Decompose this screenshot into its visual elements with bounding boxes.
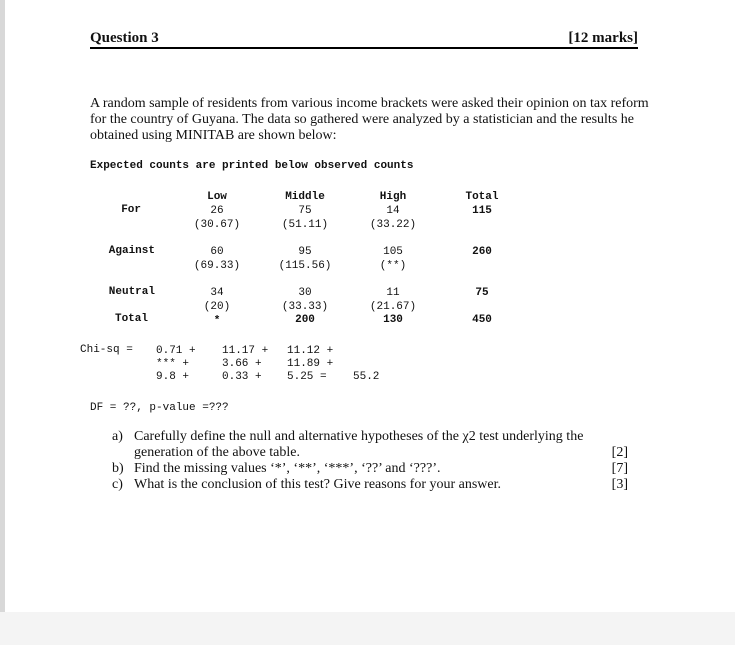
chisq-term-3-1: 9.8 + [156,371,190,383]
chisq-term-2-3: 11.89 + [287,358,334,370]
page-edge [0,0,5,612]
cell-for-middle-expected: (51.11) [281,219,329,231]
total-low: * [213,315,221,327]
chisq-term-1-3: 11.12 + [287,345,334,357]
question-letter: b) [112,461,124,476]
question-marks: [12 marks] [568,30,638,46]
cell-against-high-expected: (**) [379,260,407,272]
cell-neutral-low-expected: (20) [203,301,231,313]
chisq-term-2-2: 3.66 + [222,358,262,370]
col-header-total: Total [465,191,499,203]
col-header-high: High [379,191,407,203]
chisq-total: 55.2 [353,371,380,383]
question-list [112,429,628,493]
question-title: Question 3 [90,30,159,46]
cell-for-low-expected: (30.67) [193,219,241,231]
row-label-neutral: Neutral [108,286,155,298]
row-label-against: Against [108,245,155,257]
chisq-term-3-3: 5.25 = [287,371,327,383]
intro-paragraph: A random sample of residents from various income brackets were asked their opinion on tax reform for the country of Guyana. The data so gathered were analyzed by a statistician and the results he obtained using MINITAB are shown below: [90,96,649,143]
question-marks-c: [3] [611,477,628,492]
cell-neutral-middle-observed: 30 [298,287,312,299]
question-item-a [112,429,628,461]
chisq-term-2-1: *** + [156,358,190,370]
question-letter: a) [112,429,123,444]
question-item-c [112,477,628,493]
row-label-for: For [121,204,141,216]
question-text: Carefully define the null and alternative hypotheses of the χ2 test underlying the generation of the above table. [134,429,584,460]
cell-for-middle-observed: 75 [298,205,312,217]
cell-neutral-high-observed: 11 [386,287,400,299]
question-marks-b: [7] [611,461,628,476]
question-text: Find the missing values ‘*’, ‘**’, ‘***’, ‘??’ and ‘???’. [134,461,441,476]
chisq-term-1-2: 11.17 + [222,345,269,357]
total-grand: 450 [472,314,492,326]
df-pvalue-line: DF = ??, p-value =??? [90,402,229,414]
cell-for-high-expected: (33.22) [369,219,417,231]
cell-neutral-middle-expected: (33.33) [281,301,329,313]
question-text: What is the conclusion of this test? Give reasons for your answer. [134,477,502,492]
cell-neutral-low-observed: 34 [210,287,224,299]
cell-against-low-observed: 60 [210,246,224,258]
question-item-b [112,461,628,477]
col-header-middle: Middle [285,191,325,203]
cell-neutral-total: 75 [475,287,489,299]
cell-for-low-observed: 26 [210,205,224,217]
cell-against-low-expected: (69.33) [193,260,241,272]
col-header-low: Low [207,191,227,203]
chisq-term-1-1: 0.71 + [156,345,196,357]
total-high: 130 [383,314,403,326]
cell-for-high-observed: 14 [386,205,400,217]
row-label-total: Total [114,313,148,325]
cell-against-total: 260 [472,246,492,258]
total-middle: 200 [295,314,315,326]
cell-for-total: 115 [472,205,492,217]
question-letter: c) [112,477,123,492]
cell-against-middle-expected: (115.56) [278,260,332,272]
cell-neutral-high-expected: (21.67) [369,301,417,313]
bottom-strip [0,612,735,645]
cell-against-middle-observed: 95 [298,246,312,258]
cell-against-high-observed: 105 [383,246,403,258]
output-heading: Expected counts are printed below observed counts [90,160,414,172]
chisq-term-3-2: 0.33 + [222,371,262,383]
chisq-label: Chi-sq = [80,344,133,356]
question-marks-a: [2] [611,445,628,460]
header-rule [90,47,638,49]
